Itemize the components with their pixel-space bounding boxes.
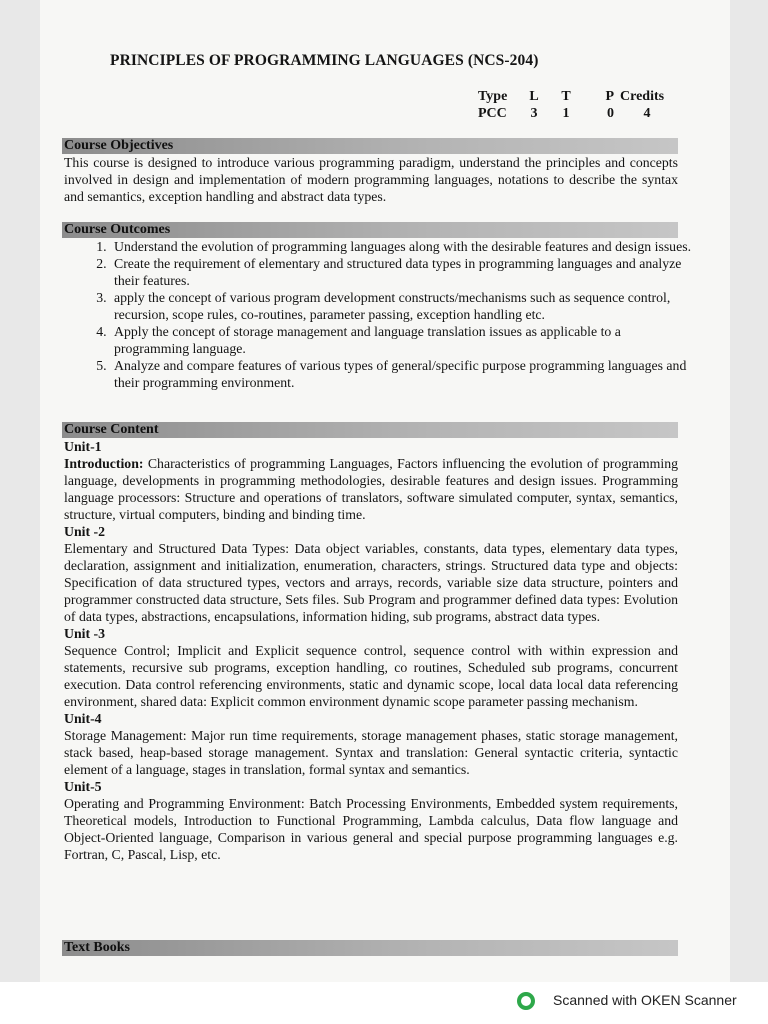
scanned-page [40,0,730,982]
credits-table [478,88,680,122]
unit-title: Unit -2 [64,524,106,539]
unit-title: Unit -3 [64,626,106,641]
course-content [64,438,678,863]
unit-body: Characteristics of programming Languages, Factors influencing the evolution of programming language, developments in programming methodologies, desirable features and design issues. Programming language processors: Structure and operations of translators, software simulated computer, syntax, semantics, structure, virtual computers, binding and binding time. [64,456,678,522]
credits-header-type: Type [478,89,508,104]
section-bar-outcomes [62,222,678,238]
unit-text: Elementary and Structured Data Types: Data object variables, constants, data types, elementary data types, declaration, assignment and initialization, enumeration, characters, strings. Structured data type and objects: Specification of data structured types, vectors and arrays, records, variable size data structure, pointers and programmer constructed data structure, Sets files. Sub Program and programmer defined data types: Evolution of data types, abstractions, encapsulations, information hiding, sub programs, abstract data types. [64,541,678,624]
unit-text: Operating and Programming Environment: Batch Processing Environments, Embedded system requirements, Theoretical models, Introduction to Functional Programming, Lambda calculus, Data flow language and Object-Oriented language, Comparison in various general and special purpose programming languages e.g. Fortran, C, Pascal, Lisp, etc. [64,796,678,862]
document-title: PRINCIPLES OF PROGRAMMING LANGUAGES (NCS-204) [110,52,539,69]
unit-text: Sequence Control; Implicit and Explicit sequence control, sequence control with within expression and statements, recursive sub programs, exception handling, co routines, Scheduled sub programs, concurrent execution. Data control referencing environments, static and dynamic scope, local data local data referencing environment, shared data: Explicit common environment dynamic scope parameter passing mechanism. [64,643,678,709]
outcomes-list [92,238,696,391]
section-bar-textbooks [62,940,678,956]
credits-header-p: P [605,89,614,104]
credits-value-l: 3 [530,106,538,121]
outcomes-heading: Course Outcomes [64,222,171,237]
section-bar-content [62,422,678,438]
oken-scanner-logo-icon [516,991,536,1011]
scan-background-left [0,0,40,982]
credits-value-t: 1 [562,106,570,121]
textbooks-heading: Text Books [64,940,131,955]
outcome-item: 2. Create the requirement of elementary and structured data types in programming languages and analyze their features. [110,255,696,289]
content-heading: Course Content [64,422,159,437]
objectives-heading: Course Objectives [64,138,174,153]
unit-title: Unit-4 [64,711,102,726]
outcome-item: 1. Understand the evolution of programming languages along with the desirable features and design issues. [110,238,696,255]
scanner-watermark: Scanned with OKEN Scanner [553,992,737,1008]
section-bar-objectives [62,138,678,154]
unit-title: Unit-1 [64,439,102,454]
objectives-text: This course is designed to introduce various programming paradigm, understand the principles and concepts involved in design and implementation of modern programming languages, notations to describe the syntax and semantics, exception handling and abstract data types. [64,155,678,204]
credits-header-credits: Credits [620,89,665,104]
credits-header-row [478,88,680,105]
outcome-item: 3. apply the concept of various program development constructs/mechanisms such as sequence control, recursion, scope rules, co-routines, parameter passing, exception handling etc. [110,289,696,323]
outcome-item: 4. Apply the concept of storage management and language translation issues as applicable to a programming language. [110,323,696,357]
unit-text [64,455,678,523]
unit-title: Unit-5 [64,779,102,794]
scan-background-right [730,0,768,982]
credits-header-t: T [561,89,571,104]
outcome-item: 5. Analyze and compare features of various types of general/specific purpose programming languages and their programming environment. [110,357,696,391]
credits-value-p: 0 [607,106,614,121]
credits-value-credits: 4 [643,106,651,121]
credits-value-type: PCC [478,106,507,121]
credits-value-row [478,105,680,122]
unit-lead: Introduction: [64,456,144,471]
credits-header-l: L [529,89,539,104]
unit-text: Storage Management: Major run time requirements, storage management phases, static storage management, stack based, heap-based storage management. Syntax and translation: General syntactic criteria, syntactic element of a language, stages in translation, formal syntax and semantics. [64,728,678,777]
